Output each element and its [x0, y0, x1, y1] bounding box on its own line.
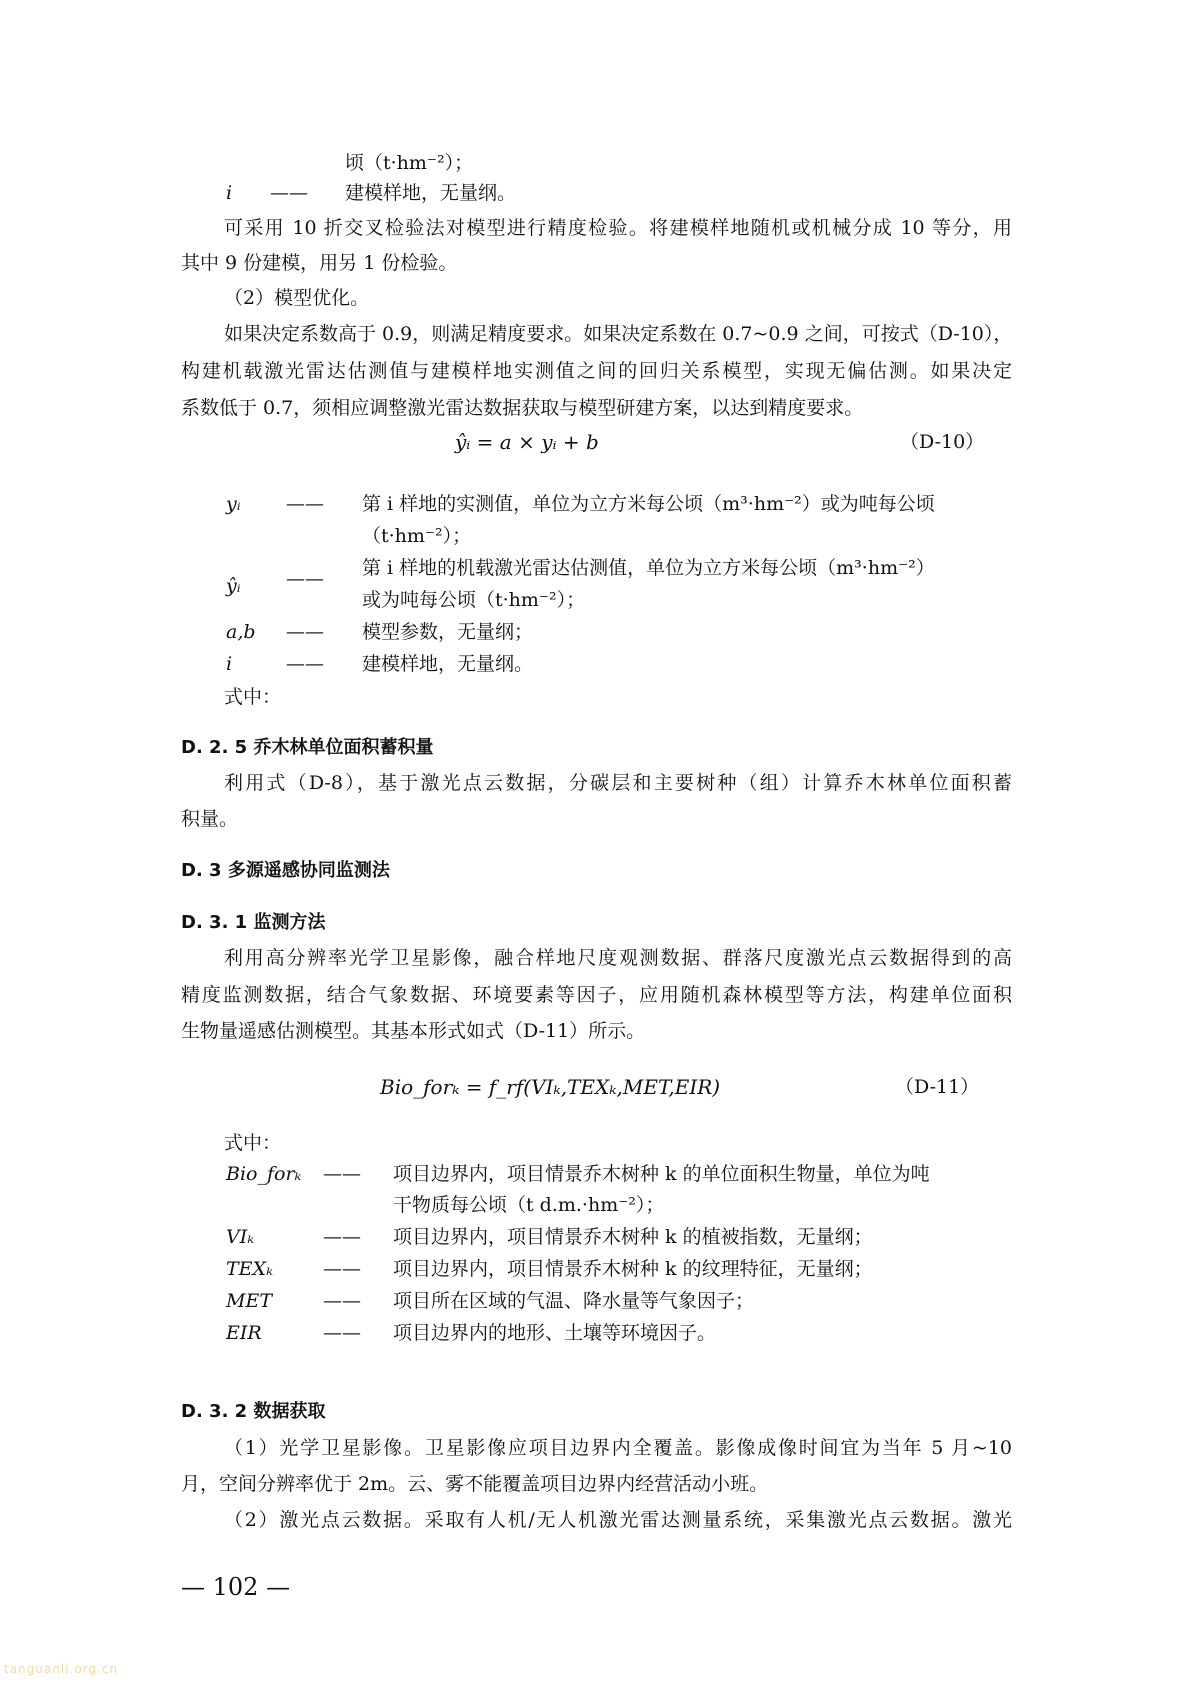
- dash-separator: ——: [323, 1163, 361, 1185]
- continuation-line: 顷（t·hm⁻²）；: [345, 152, 474, 174]
- paragraph-line: 利用式（D-8），基于激光点云数据，分碳层和主要树种（组）计算乔木林单位面积蓄: [224, 772, 1012, 794]
- var-description: 模型参数，无量纲；: [362, 621, 534, 643]
- var-description: 建模样地，无量纲。: [362, 653, 534, 675]
- page-number: — 102 —: [181, 1573, 291, 1601]
- var-symbol: MET: [226, 1290, 272, 1312]
- var-symbol: ŷᵢ: [226, 575, 241, 597]
- dash-separator: ——: [286, 568, 324, 590]
- var-symbol: i: [226, 653, 233, 675]
- paragraph-line: （2）激光点云数据。采取有人机/无人机激光雷达测量系统，采集激光点云数据。激光: [224, 1509, 1012, 1531]
- paragraph-line: 可采用 10 折交叉检验法对模型进行精度检验。将建模样地随机或机械分成 10 等分，用: [224, 217, 1012, 239]
- paragraph-line: 精度监测数据，结合气象数据、环境要素等因子，应用随机森林模型等方法，构建单位面积: [181, 984, 1012, 1006]
- section-heading: D. 3. 1 监测方法: [181, 912, 326, 933]
- equation-d10: ŷᵢ = a × yᵢ + b: [455, 430, 599, 454]
- paragraph-line: 如果决定系数高于 0.9，则满足精度要求。如果决定系数在 0.7~0.9 之间，可按式（D-10），: [224, 323, 1013, 345]
- var-symbol: VIₖ: [226, 1226, 255, 1248]
- var-description: 第 i 样地的实测值，单位为立方米每公顷（m³·hm⁻²）或为吨每公顷: [362, 493, 935, 515]
- paragraph-line: 系数低于 0.7，须相应调整激光雷达数据获取与模型研建方案，以达到精度要求。: [181, 397, 864, 419]
- equation-number: （D-11）: [895, 1076, 980, 1098]
- paragraph-line: 构建机载激光雷达估测值与建模样地实测值之间的回归关系模型，实现无偏估测。如果决定: [181, 360, 1012, 382]
- dash-separator: ——: [286, 493, 324, 515]
- var-description: 项目边界内，项目情景乔木树种 k 的纹理特征，无量纲；: [393, 1258, 873, 1280]
- var-description: 建模样地，无量纲。: [345, 182, 517, 204]
- var-description: 项目所在区域的气温、降水量等气象因子；: [393, 1290, 755, 1312]
- var-symbol: i: [226, 182, 233, 204]
- var-symbol: Bio_forₖ: [226, 1163, 302, 1185]
- dash-separator: ——: [323, 1322, 361, 1344]
- dash-separator: ——: [286, 621, 324, 643]
- shizhong-label: 式中：: [224, 686, 282, 708]
- paragraph-line: 月，空间分辨率优于 2m。云、雾不能覆盖项目边界内经营活动小班。: [181, 1473, 769, 1495]
- paragraph-line: 利用高分辨率光学卫星影像，融合样地尺度观测数据、群落尺度激光点云数据得到的高: [224, 947, 1012, 969]
- section-heading: D. 3 多源遥感协同监测法: [181, 860, 390, 881]
- var-symbol: yᵢ: [226, 493, 241, 515]
- equation-number: （D-10）: [900, 431, 985, 453]
- dash-separator: ——: [286, 653, 324, 675]
- paragraph-line: 其中 9 份建模，用另 1 份检验。: [181, 252, 458, 274]
- watermark: tanguanli.org.cn: [4, 1662, 119, 1676]
- var-description: 项目边界内的地形、土壤等环境因子。: [393, 1322, 717, 1344]
- dash-separator: ——: [323, 1226, 361, 1248]
- var-symbol: a,b: [226, 621, 256, 643]
- equation-d11: Bio_forₖ = f_rf(VIₖ,TEXₖ,MET,EIR): [380, 1075, 721, 1099]
- var-description: 项目边界内，项目情景乔木树种 k 的单位面积生物量，单位为吨: [393, 1163, 930, 1185]
- paragraph-line: 积量。: [181, 808, 239, 830]
- var-description-cont: 或为吨每公顷（t·hm⁻²）；: [362, 589, 586, 611]
- var-symbol: TEXₖ: [226, 1258, 273, 1280]
- var-description-cont: 干物质每公顷（t d.m.·hm⁻²）；: [393, 1194, 665, 1216]
- paragraph-line: 生物量遥感估测模型。其基本形式如式（D-11）所示。: [181, 1020, 646, 1042]
- var-description-cont: （t·hm⁻²）；: [362, 525, 472, 547]
- dash-separator: ——: [270, 182, 308, 204]
- var-description: 第 i 样地的机载激光雷达估测值，单位为立方米每公顷（m³·hm⁻²）: [362, 557, 935, 579]
- shizhong-label: 式中：: [224, 1132, 282, 1154]
- dash-separator: ——: [323, 1290, 361, 1312]
- dash-separator: ——: [323, 1258, 361, 1280]
- list-item-heading: （2）模型优化。: [224, 287, 370, 309]
- section-heading: D. 3. 2 数据获取: [181, 1401, 326, 1422]
- paragraph-line: （1）光学卫星影像。卫星影像应项目边界内全覆盖。影像成像时间宜为当年 5 月~10: [224, 1437, 1012, 1459]
- section-heading: D. 2. 5 乔木林单位面积蓄积量: [181, 737, 434, 758]
- var-symbol: EIR: [226, 1322, 262, 1344]
- var-description: 项目边界内，项目情景乔木树种 k 的植被指数，无量纲；: [393, 1226, 873, 1248]
